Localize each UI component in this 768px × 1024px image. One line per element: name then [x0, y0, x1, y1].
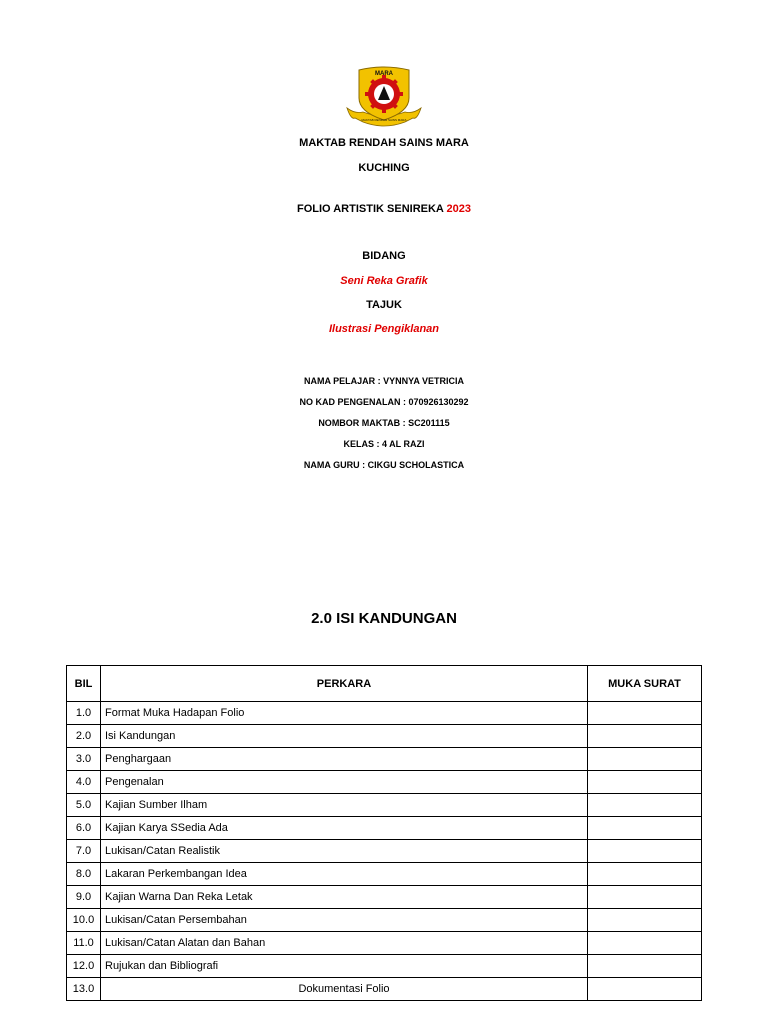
row-bil: 1.0 [67, 702, 101, 725]
row-bil: 3.0 [67, 748, 101, 771]
table-body [67, 702, 702, 1001]
student-name: NAMA PELAJAR : VYNNYA VETRICIA [303, 376, 465, 386]
contents-title: 2.0 ISI KANDUNGAN [311, 610, 457, 627]
row-perkara: Penghargaan [101, 748, 588, 771]
row-muka-surat [588, 725, 702, 748]
school-city: KUCHING [358, 162, 410, 174]
row-bil: 10.0 [67, 909, 101, 932]
row-perkara: Kajian Sumber Ilham [101, 794, 588, 817]
row-muka-surat [588, 771, 702, 794]
row-bil: 8.0 [67, 863, 101, 886]
row-bil: 13.0 [67, 978, 101, 1001]
logo-top-text: MARA [375, 71, 393, 77]
table-row [67, 794, 702, 817]
row-perkara: Lakaran Perkembangan Idea [101, 863, 588, 886]
row-perkara: Format Muka Hadapan Folio [101, 702, 588, 725]
header-muka-surat: MUKA SURAT [588, 666, 702, 702]
row-muka-surat [588, 886, 702, 909]
row-perkara: Lukisan/Catan Alatan dan Bahan [101, 932, 588, 955]
row-muka-surat [588, 909, 702, 932]
student-ic: NO KAD PENGENALAN : 070926130292 [299, 397, 469, 407]
row-bil: 9.0 [67, 886, 101, 909]
table-row [67, 978, 702, 1001]
table-row [67, 955, 702, 978]
header-bil: BIL [67, 666, 101, 702]
row-perkara: Kajian Karya SSedia Ada [101, 817, 588, 840]
row-muka-surat [588, 840, 702, 863]
table-row [67, 725, 702, 748]
row-perkara: Pengenalan [101, 771, 588, 794]
row-muka-surat [588, 794, 702, 817]
row-bil: 6.0 [67, 817, 101, 840]
folio-title [0, 203, 768, 215]
mara-crest-icon [345, 64, 423, 132]
row-muka-surat [588, 863, 702, 886]
table-row [67, 863, 702, 886]
contents-table [66, 665, 702, 1001]
table-row [67, 817, 702, 840]
table-row [67, 886, 702, 909]
student-maktab: NOMBOR MAKTAB : SC201115 [318, 418, 450, 428]
row-muka-surat [588, 748, 702, 771]
student-kelas: KELAS : 4 AL RAZI [343, 439, 425, 449]
bidang-value: Seni Reka Grafik [340, 275, 428, 287]
row-muka-surat [588, 932, 702, 955]
tajuk-value: Ilustrasi Pengiklanan [328, 323, 440, 335]
row-bil: 11.0 [67, 932, 101, 955]
logo-ribbon-text: MAKTAB RENDAH SAINS MARA [361, 118, 407, 122]
row-perkara: Dokumentasi Folio [101, 978, 588, 1001]
header-perkara: PERKARA [101, 666, 588, 702]
table-row [67, 748, 702, 771]
tajuk-label: TAJUK [366, 299, 402, 311]
row-bil: 12.0 [67, 955, 101, 978]
bidang-label: BIDANG [362, 250, 406, 262]
folio-year: 2023 [446, 203, 471, 215]
row-bil: 2.0 [67, 725, 101, 748]
row-perkara: Rujukan dan Bibliografi [101, 955, 588, 978]
table-row [67, 840, 702, 863]
table-row [67, 932, 702, 955]
folio-title-prefix: FOLIO ARTISTIK SENIREKA [296, 203, 444, 215]
row-perkara: Lukisan/Catan Realistik [101, 840, 588, 863]
row-bil: 7.0 [67, 840, 101, 863]
student-guru: NAMA GURU : CIKGU SCHOLASTICA [303, 460, 465, 470]
table-header-row [67, 666, 702, 702]
row-perkara: Lukisan/Catan Persembahan [101, 909, 588, 932]
row-muka-surat [588, 702, 702, 725]
row-perkara: Isi Kandungan [101, 725, 588, 748]
table-row [67, 771, 702, 794]
row-muka-surat [588, 978, 702, 1001]
row-muka-surat [588, 955, 702, 978]
row-bil: 5.0 [67, 794, 101, 817]
row-bil: 4.0 [67, 771, 101, 794]
school-name: MAKTAB RENDAH SAINS MARA [299, 137, 469, 149]
row-muka-surat [588, 817, 702, 840]
table-row [67, 909, 702, 932]
row-perkara: Kajian Warna Dan Reka Letak [101, 886, 588, 909]
table-row [67, 702, 702, 725]
